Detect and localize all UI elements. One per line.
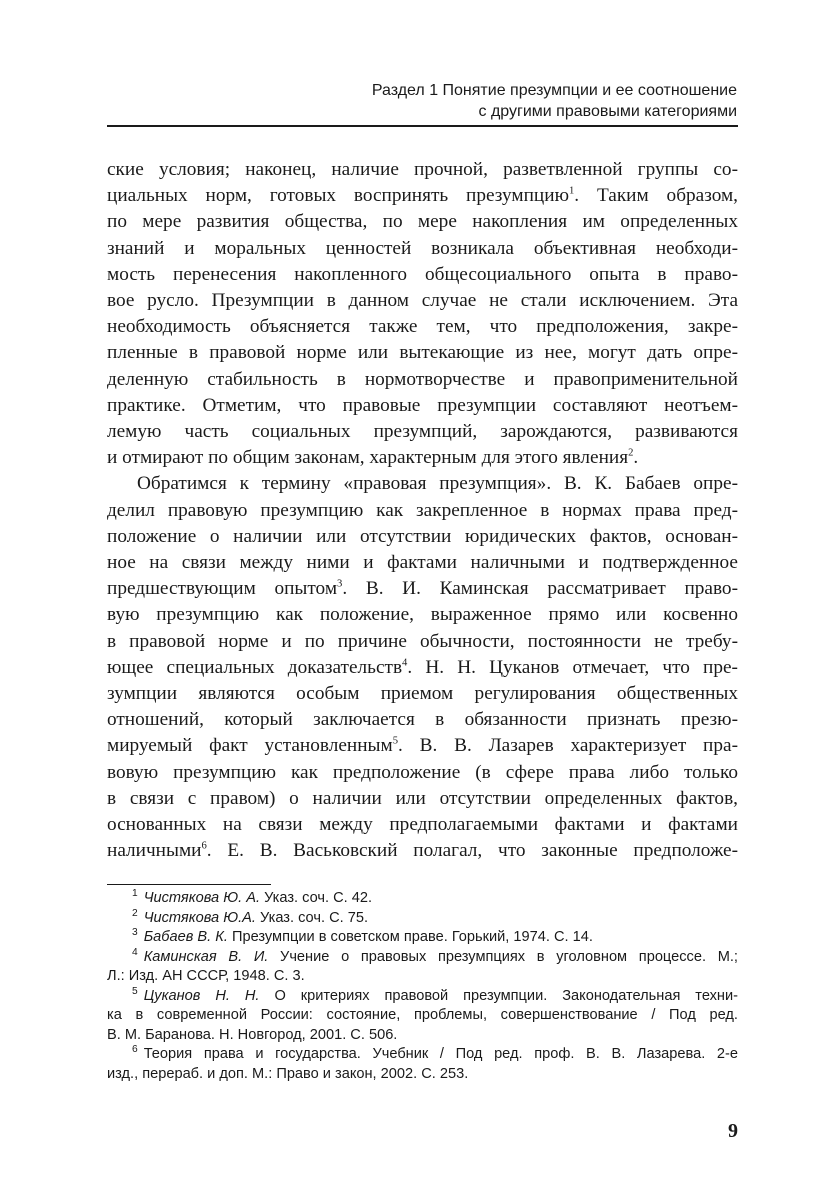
text-line: положение о наличии или отсутствии юридических фактов, основан- (107, 525, 738, 547)
text-line: делил правовую презумпцию как закрепленное в нормах права пред- (107, 499, 738, 521)
footnote-1: $^1$ Чистякова Ю. А. Указ. соч. С. 42. (132, 888, 373, 906)
text-line: отношений, который заключается в обязанности признать презю- (107, 709, 738, 731)
text-line: наличными$^6$. Е. В. Васьковский полагал, что законные предположе- (107, 840, 738, 862)
footnotes (107, 889, 738, 1084)
running-header-line-2: с другими правовыми категориями (478, 103, 737, 120)
text-line: мируемый факт установленным$^5$. В. В. Лазарев характеризует пра- (107, 735, 738, 757)
text-line: мость перенесения накопленного общесоциального опыта в право- (107, 263, 738, 285)
text-line: Обратимся к термину «правовая презумпция». В. К. Бабаев опре- (137, 473, 738, 495)
running-header (107, 80, 737, 122)
paragraph-2 (107, 471, 738, 864)
footnote-separator (107, 884, 271, 885)
text-line: практике. Отметим, что правовые презумпции составляют неотъем- (107, 394, 738, 416)
text-line: ские условия; наконец, наличие прочной, разветвленной группы со- (107, 159, 738, 180)
footnote-ref-5[interactable]: 5 (392, 736, 399, 748)
text-line: ное на связи между ними и фактами наличными и подтвержденное (107, 552, 738, 574)
footnote-ref-1[interactable]: 1 (568, 185, 575, 197)
footnote-ref-4[interactable]: 4 (402, 657, 408, 669)
page-number: 9 (728, 1120, 738, 1142)
text-line: в правовой норме и по причине обычности, постоянности не требу- (107, 630, 738, 652)
text-line: деленную стабильность в нормотворчестве и правоприменительной (107, 368, 738, 390)
text-line: по мере развития общества, по мере накопления им определенных (107, 211, 738, 233)
footnote-4: $^4$ Каминская В. И. Учение о правовых презумпциях в уголовном процессе. М.; Л.: Изд. АН СССР, 1948. С. 3. (107, 946, 738, 984)
text-line: основанных на связи между предполагаемыми фактами и фактами (107, 814, 738, 836)
paragraph-1 (107, 157, 738, 471)
text-line: пленные в правовой норме или вытекающие из нее, могут дать опре- (107, 342, 738, 364)
footnote-2: $^2$ Чистякова Ю.А. Указ. соч. С. 75. (132, 907, 369, 926)
footnote-5: $^5$ Цуканов Н. Н. О критериях правовой презумпции. Законодательная техни- ка в современной России: состояние, проблемы, совершенствование / Под ред. В. М. Баранова. Н. Новгород, 2001. С. 506. (107, 985, 738, 1043)
text-line: зумпции являются особым приемом регулирования общественных (107, 683, 738, 705)
text-line: предшествующим опытом$^3$. В. И. Каминская рассматривает право- (107, 578, 738, 600)
footnote-ref-6[interactable]: 6 (201, 840, 207, 852)
text-line: в связи с правом) о наличии или отсутствии определенных фактов, (107, 787, 738, 809)
running-header-line-1: Раздел 1 Понятие презумпции и ее соотношение (371, 82, 737, 99)
text-line: необходимость объясняется также тем, что предположения, закре- (107, 316, 738, 338)
text-line: ющее специальных доказательств$^4$. Н. Н. Цуканов отмечает, что пре- (107, 656, 738, 678)
main-text (107, 157, 738, 864)
header-rule (107, 125, 738, 127)
footnote-ref-2[interactable]: 2 (628, 447, 634, 459)
footnote-6: $^6$ Теория права и государства. Учебник / Под ред. проф. В. В. Лазарева. 2-е изд., перераб. и доп. М.: Право и закон, 2002. С. 253. (107, 1044, 738, 1082)
text-line: вое русло. Презумпции в данном случае не стали исключением. Эта (107, 290, 738, 312)
text-line: знаний и моральных ценностей возникала объективная необходи- (107, 237, 738, 259)
text-line: вовую презумпцию как предположение (в сфере права либо только (107, 761, 738, 783)
text-line: лемую часть социальных презумпций, зарождаются, развиваются (107, 421, 738, 443)
text-line: циальных норм, готовых воспринять презумпцию$^1$. Таким образом, (107, 185, 738, 207)
text-line: вую презумпцию как положение, выраженное прямо или косвенно (107, 604, 738, 626)
footnote-ref-3[interactable]: 3 (337, 578, 343, 590)
text-line: и отмирают по общим законам, характерным для этого явления$^2$. (107, 447, 639, 469)
footnote-3: $^3$ Бабаев В. К. Презумпции в советском праве. Горький, 1974. С. 14. (132, 927, 593, 945)
